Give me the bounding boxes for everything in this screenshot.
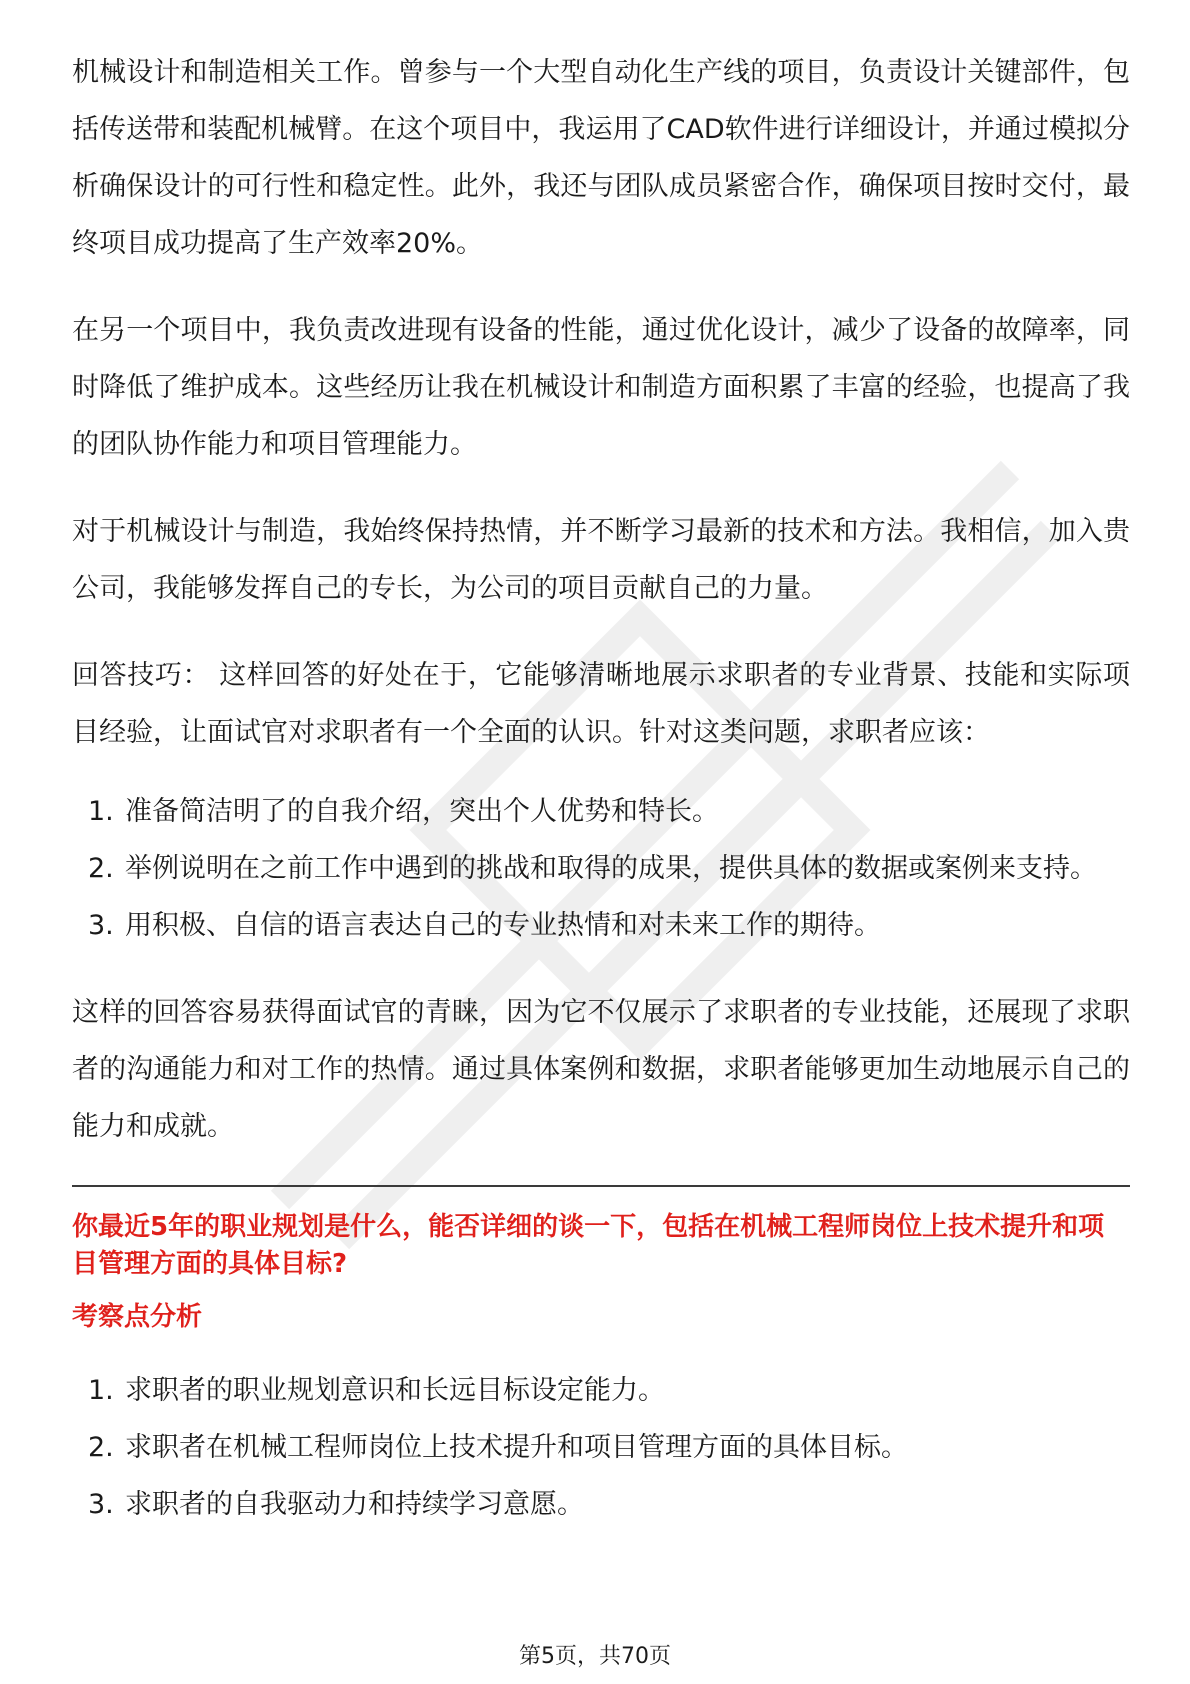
list-item [72,1419,1130,1476]
page-footer: 第5页，共70页 [519,1644,671,1669]
list-number: 2. [88,853,114,884]
paragraph-answer-tips: 回答技巧： 这样回答的好处在于，它能够清晰地展示求职者的专业背景、技能和实际项目经验，让面试官对求职者有一个全面的认识。针对这类问题，求职者应该： [72,660,1130,748]
list-item-text: 举例说明在之前工作中遇到的挑战和取得的成果，提供具体的数据或案例来支持。 [125,853,1097,884]
list-number: 1. [88,1375,114,1406]
list-item-text: 准备简洁明了的自我介绍，突出个人优势和特长。 [125,796,719,827]
analysis-heading: 考察点分析 [72,1302,203,1332]
list-item-text: 求职者在机械工程师岗位上技术提升和项目管理方面的具体目标。 [125,1432,908,1463]
list-item [72,840,1130,897]
tips-list [72,783,1130,954]
list-item-text: 求职者的职业规划意识和长远目标设定能力。 [125,1375,665,1406]
list-item [72,1362,1130,1419]
interview-question: 你最近5年的职业规划是什么，能否详细的谈一下，包括在机械工程师岗位上技术提升和项目管理方面的具体目标? [72,1212,1105,1279]
list-item [72,1476,1130,1533]
list-item [72,897,1130,954]
paragraph-conclusion: 这样的回答容易获得面试官的青睐，因为它不仅展示了求职者的专业技能，还展现了求职者的沟通能力和对工作的热情。通过具体案例和数据，求职者能够更加生动地展示自己的能力和成就。 [72,997,1130,1142]
paragraph-improvement: 在另一个项目中，我负责改进现有设备的性能，通过优化设计，减少了设备的故障率，同时降低了维护成本。这些经历让我在机械设计和制造方面积累了丰富的经验，也提高了我的团队协作能力和项目管理能力。 [72,315,1130,460]
list-number: 3. [88,910,114,941]
list-item-text: 用积极、自信的语言表达自己的专业热情和对未来工作的期待。 [125,910,881,941]
paragraph-experience: 机械设计和制造相关工作。曾参与一个大型自动化生产线的项目，负责设计关键部件，包括传送带和装配机械臂。在这个项目中，我运用了CAD软件进行详细设计，并通过模拟分析确保设计的可行性和稳定性。此外，我还与团队成员紧密合作，确保项目按时交付，最终项目成功提高了生产效率20%。 [72,57,1130,259]
list-number: 3. [88,1489,114,1520]
page-content [72,44,1130,1533]
paragraph-passion: 对于机械设计与制造，我始终保持热情，并不断学习最新的技术和方法。我相信，加入贵公司，我能够发挥自己的专长，为公司的项目贡献自己的力量。 [72,516,1130,604]
analysis-list [72,1362,1130,1533]
list-item-text: 求职者的自我驱动力和持续学习意愿。 [125,1489,584,1520]
list-number: 2. [88,1432,114,1463]
list-number: 1. [88,796,114,827]
list-item [72,783,1130,840]
